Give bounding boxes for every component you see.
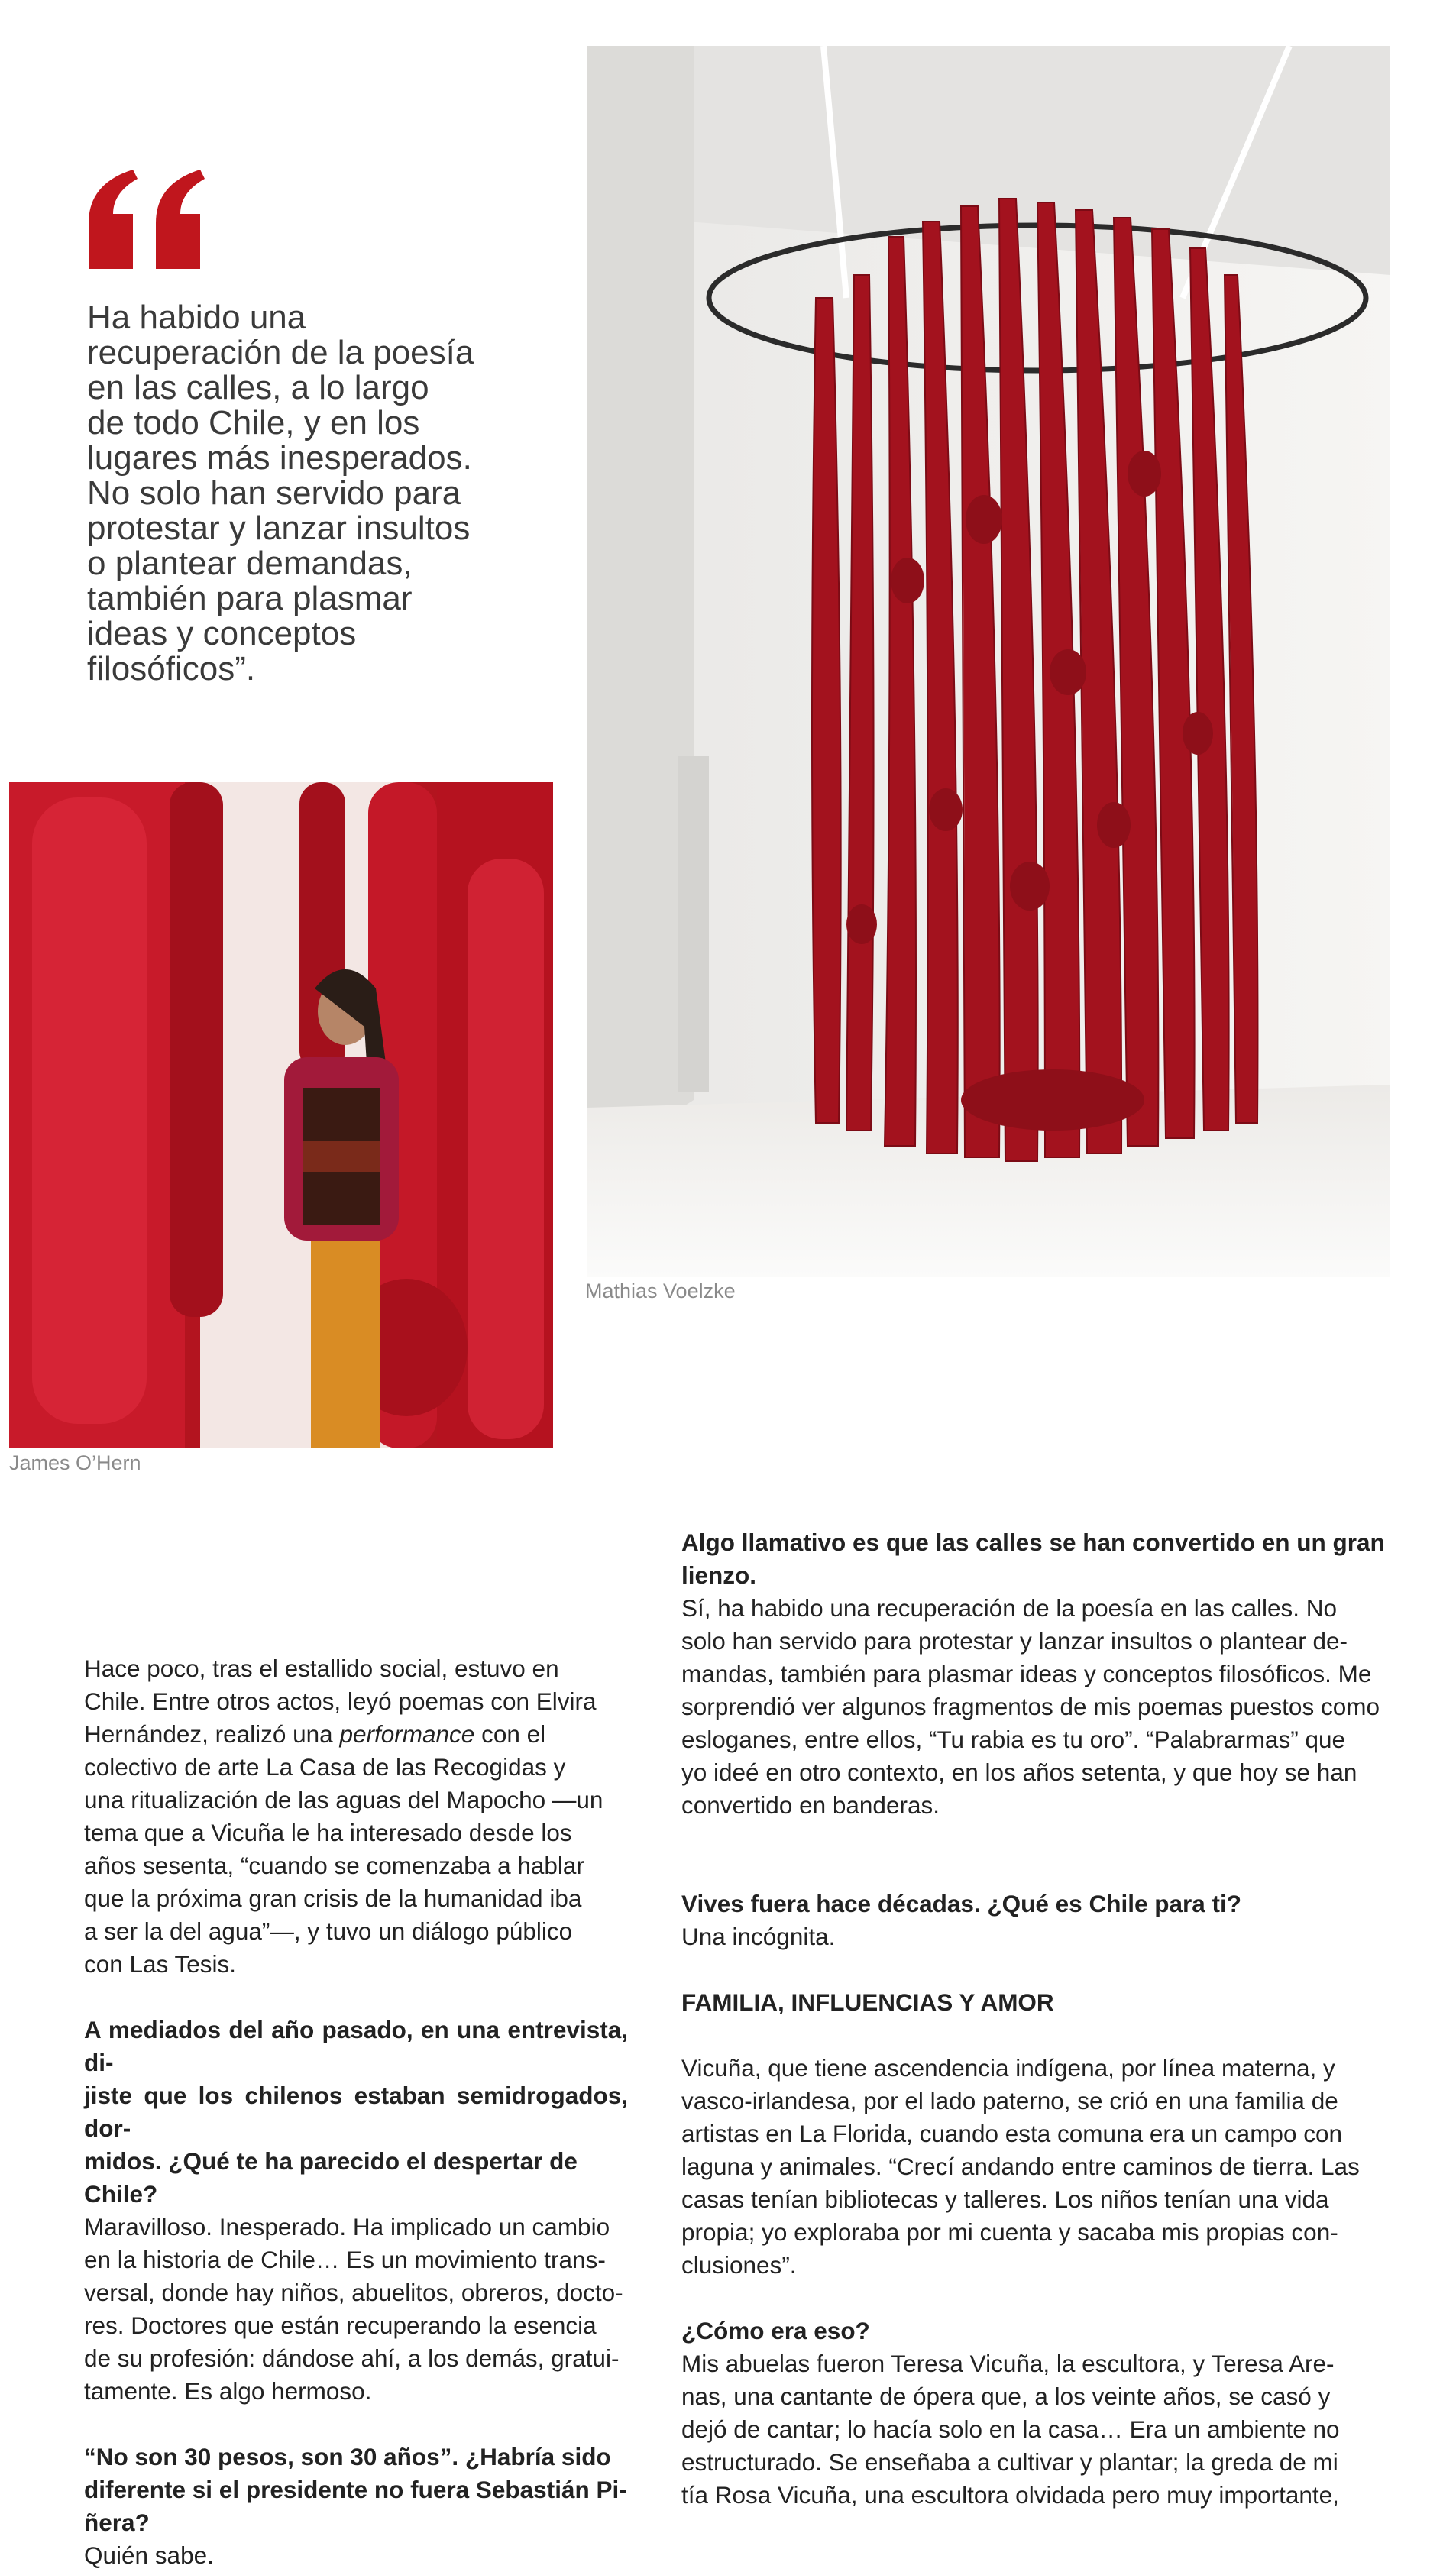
pull-quote-line: recuperación de la poesía — [87, 334, 474, 371]
pull-quote-line: o plantear demandas, — [87, 545, 413, 582]
quotation-mark-icon — [86, 170, 208, 273]
photo-credit: Mathias Voelzke — [585, 1280, 736, 1302]
body-line: a ser la del agua”—, y tuvo un diálogo público — [84, 1917, 573, 1945]
body-line: Hernández, realizó una performance con el — [84, 1720, 546, 1748]
body-line: esloganes, entre ellos, “Tu rabia es tu oro”. “Palabrarmas” que — [681, 1726, 1346, 1753]
pull-quote-line: Ha habido una — [87, 299, 306, 336]
pull-quote-line: lugares más inesperados. — [87, 439, 472, 477]
body-line: dejó de cantar; lo hacía solo en la casa… Era un ambiente no — [681, 2415, 1340, 2443]
interview-question: midos. ¿Qué te ha parecido el despertar de Chile? — [84, 2147, 578, 2208]
body-line: una ritualización de las aguas del Mapocho —un — [84, 1786, 603, 1813]
body-line: convertido en banderas. — [681, 1791, 940, 1819]
body-line: clusiones”. — [681, 2251, 797, 2279]
body-line: sorprendió ver algunos fragmentos de mis poemas puestos como — [681, 1693, 1380, 1720]
body-line: propia; yo exploraba por mi cuenta y sacaba mis propias con- — [681, 2218, 1338, 2246]
pull-quote-line: también para plasmar — [87, 580, 413, 617]
pull-quote-line: No solo han servido para — [87, 474, 461, 512]
artist-photo — [9, 782, 553, 1448]
pull-quote-line: de todo Chile, y en los — [87, 404, 420, 442]
body-line: solo han servido para protestar y lanzar insultos o plantear de- — [681, 1627, 1348, 1655]
body-line: de su profesión: dándose ahí, a los demás, gratui- — [84, 2344, 620, 2372]
body-line: artistas en La Florida, cuando esta comuna era un campo con — [681, 2120, 1343, 2147]
interview-question: Vives fuera hace décadas. ¿Qué es Chile para ti? — [681, 1890, 1241, 1917]
body-line: laguna y animales. “Crecí andando entre caminos de tierra. Las — [681, 2153, 1360, 2180]
installation-photo — [587, 46, 1390, 1277]
article-column-left — [84, 1652, 628, 2572]
interview-question: Algo llamativo es que las calles se han convertido en un gran lienzo. — [681, 1529, 1385, 1589]
body-line: tema que a Vicuña le ha interesado desde los — [84, 1819, 572, 1846]
section-heading: FAMILIA, INFLUENCIAS Y AMOR — [681, 1988, 1054, 2016]
body-line: Quién sabe. — [84, 2541, 214, 2569]
body-line: mandas, también para plasmar ideas y conceptos filosóficos. Me — [681, 1660, 1372, 1687]
pull-quote-line: ideas y conceptos — [87, 615, 357, 652]
body-line: res. Doctores que están recuperando la esencia — [84, 2312, 597, 2339]
interview-question: ñera? — [84, 2509, 150, 2536]
interview-question: ¿Cómo era eso? — [681, 2317, 870, 2344]
body-line: versal, donde hay niños, abuelitos, obreros, docto- — [84, 2279, 623, 2306]
article-column-right — [681, 1526, 1406, 2512]
body-line: tía Rosa Vicuña, una escultora olvidada pero muy importante, — [681, 2481, 1339, 2509]
body-line: estructurado. Se enseñaba a cultivar y plantar; la greda de mi — [681, 2448, 1338, 2476]
interview-question: jiste que los chilenos estaban semidrogados, dor- — [84, 2082, 628, 2142]
pull-quote-line: en las calles, a lo largo — [87, 369, 429, 406]
body-line: Chile. Entre otros actos, leyó poemas con Elvira — [84, 1687, 597, 1715]
photo-credit: James O’Hern — [9, 1451, 141, 1474]
body-line: Una incógnita. — [681, 1923, 836, 1950]
body-line: Hace poco, tras el estallido social, estuvo en — [84, 1655, 559, 1682]
interview-question: “No son 30 pesos, son 30 años”. ¿Habría sido — [84, 2443, 611, 2470]
body-line: nas, una cantante de ópera que, a los veinte años, se casó y — [681, 2383, 1331, 2410]
pull-quote-line: filosóficos”. — [87, 650, 256, 687]
body-line: colectivo de arte La Casa de las Recogidas y — [84, 1753, 566, 1781]
pull-quote-line: protestar y lanzar insultos — [87, 510, 471, 547]
body-line: en la historia de Chile… Es un movimiento trans- — [84, 2246, 606, 2273]
interview-question: diferente si el presidente no fuera Sebastián Pi- — [84, 2476, 627, 2503]
body-line: que la próxima gran crisis de la humanidad iba — [84, 1885, 582, 1912]
body-line: con Las Tesis. — [84, 1950, 237, 1978]
interview-question: A mediados del año pasado, en una entrevista, di- — [84, 2016, 628, 2076]
body-line: Mis abuelas fueron Teresa Vicuña, la escultora, y Teresa Are- — [681, 2350, 1335, 2377]
body-line: Maravilloso. Inesperado. Ha implicado un cambio — [84, 2213, 610, 2240]
body-line: tamente. Es algo hermoso. — [84, 2377, 372, 2405]
body-line: casas tenían bibliotecas y talleres. Los niños tenían una vida — [681, 2185, 1329, 2213]
pull-quote — [87, 300, 515, 687]
body-line: Vicuña, que tiene ascendencia indígena, por línea materna, y — [681, 2054, 1335, 2082]
body-line: vasco-irlandesa, por el lado paterno, se crió en una familia de — [681, 2087, 1338, 2114]
body-line: Sí, ha habido una recuperación de la poesía en las calles. No — [681, 1594, 1338, 1622]
body-line: años sesenta, “cuando se comenzaba a hablar — [84, 1852, 584, 1879]
body-line: yo ideé en otro contexto, en los años setenta, y que hoy se han — [681, 1758, 1357, 1786]
